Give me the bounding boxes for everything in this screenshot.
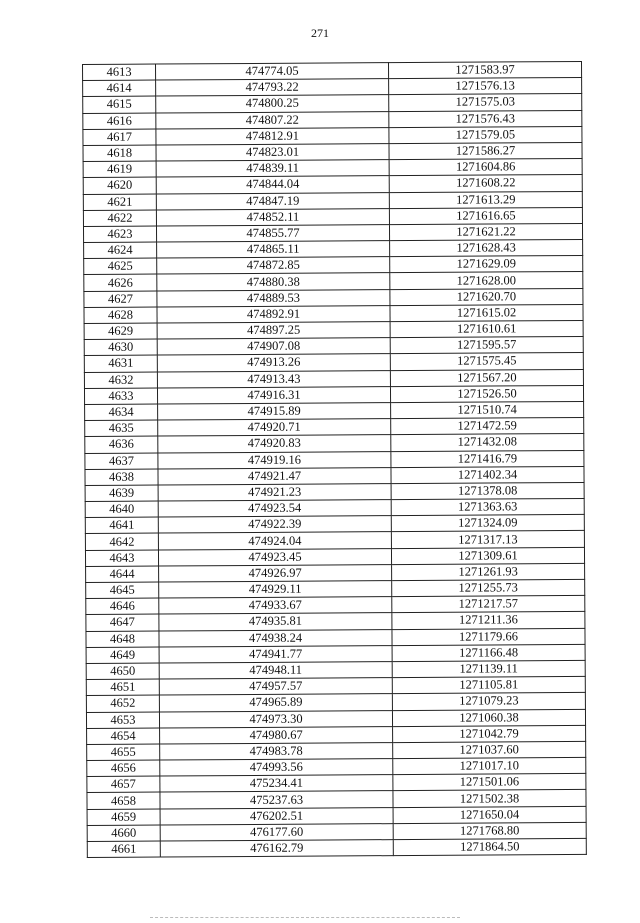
x-coordinate-cell: 474980.67 — [160, 726, 393, 744]
point-number-cell: 4630 — [84, 339, 157, 356]
point-number-cell: 4621 — [83, 194, 156, 211]
y-coordinate-cell: 1271621.22 — [389, 223, 582, 240]
point-number-cell: 4637 — [85, 453, 158, 470]
point-number-cell: 4627 — [84, 291, 157, 308]
point-number-cell: 4617 — [83, 129, 156, 146]
y-coordinate-cell: 1271628.43 — [390, 240, 583, 257]
point-number-cell: 4633 — [84, 388, 157, 405]
x-coordinate-cell: 474889.53 — [157, 289, 390, 307]
y-coordinate-cell: 1271211.36 — [392, 612, 585, 629]
x-coordinate-cell: 474965.89 — [159, 694, 392, 712]
y-coordinate-cell: 1271579.05 — [389, 126, 582, 143]
point-number-cell: 4635 — [85, 420, 158, 437]
y-coordinate-cell: 1271416.79 — [391, 450, 584, 467]
x-coordinate-cell: 474880.38 — [157, 273, 390, 291]
y-coordinate-cell: 1271610.61 — [390, 320, 583, 337]
y-coordinate-cell: 1271472.59 — [391, 418, 584, 435]
y-coordinate-cell: 1271217.57 — [392, 596, 585, 613]
y-coordinate-cell: 1271616.65 — [389, 207, 582, 224]
x-coordinate-cell: 475237.63 — [160, 791, 393, 809]
y-coordinate-cell: 1271139.11 — [392, 660, 585, 677]
point-number-cell: 4657 — [87, 776, 160, 793]
y-coordinate-cell: 1271576.13 — [389, 78, 582, 95]
x-coordinate-cell: 474812.91 — [156, 127, 389, 145]
point-number-cell: 4616 — [83, 113, 156, 130]
point-number-cell: 4647 — [86, 614, 159, 631]
point-number-cell: 4656 — [87, 760, 160, 777]
x-coordinate-cell: 474948.11 — [159, 662, 392, 680]
x-coordinate-cell: 474993.56 — [160, 759, 393, 777]
x-coordinate-cell: 476177.60 — [160, 823, 393, 841]
x-coordinate-cell: 474913.26 — [157, 354, 390, 372]
x-coordinate-cell: 474793.22 — [156, 79, 389, 97]
point-number-cell: 4648 — [86, 631, 159, 648]
coordinates-table-body — [83, 61, 587, 857]
point-number-cell: 4615 — [83, 96, 156, 113]
coordinates-table — [82, 61, 587, 858]
point-number-cell: 4651 — [86, 679, 159, 696]
point-number-cell: 4644 — [86, 566, 159, 583]
point-number-cell: 4620 — [83, 177, 156, 194]
x-coordinate-cell: 474807.22 — [156, 111, 389, 129]
x-coordinate-cell: 474865.11 — [157, 241, 390, 259]
x-coordinate-cell: 475234.41 — [160, 775, 393, 793]
point-number-cell: 4659 — [87, 809, 160, 826]
y-coordinate-cell: 1271864.50 — [393, 838, 586, 855]
x-coordinate-cell: 474892.91 — [157, 305, 390, 323]
y-coordinate-cell: 1271567.20 — [390, 369, 583, 386]
x-coordinate-cell: 474921.23 — [158, 483, 391, 501]
point-number-cell: 4649 — [86, 647, 159, 664]
x-coordinate-cell: 474913.43 — [157, 370, 390, 388]
y-coordinate-cell: 1271179.66 — [392, 628, 585, 645]
x-coordinate-cell: 474907.08 — [157, 338, 390, 356]
x-coordinate-cell: 476162.79 — [160, 840, 393, 858]
x-coordinate-cell: 474929.11 — [159, 581, 392, 599]
y-coordinate-cell: 1271363.63 — [391, 499, 584, 516]
footer-rule — [150, 917, 460, 918]
table-row — [87, 838, 586, 857]
y-coordinate-cell: 1271583.97 — [388, 61, 581, 78]
x-coordinate-cell: 474935.81 — [159, 613, 392, 631]
x-coordinate-cell: 474973.30 — [159, 710, 392, 728]
y-coordinate-cell: 1271501.06 — [393, 774, 586, 791]
x-coordinate-cell: 474897.25 — [157, 322, 390, 340]
y-coordinate-cell: 1271650.04 — [393, 806, 586, 823]
y-coordinate-cell: 1271575.45 — [390, 353, 583, 370]
point-number-cell: 4636 — [85, 436, 158, 453]
point-number-cell: 4641 — [85, 517, 158, 534]
x-coordinate-cell: 474938.24 — [159, 629, 392, 647]
x-coordinate-cell: 474920.71 — [158, 419, 391, 437]
y-coordinate-cell: 1271261.93 — [392, 563, 585, 580]
point-number-cell: 4650 — [86, 663, 159, 680]
point-number-cell: 4622 — [83, 210, 156, 227]
y-coordinate-cell: 1271037.60 — [393, 741, 586, 758]
y-coordinate-cell: 1271613.29 — [389, 191, 582, 208]
y-coordinate-cell: 1271432.08 — [391, 434, 584, 451]
page-number: 271 — [311, 26, 329, 40]
x-coordinate-cell: 474933.67 — [159, 597, 392, 615]
x-coordinate-cell: 474847.19 — [156, 192, 389, 210]
point-number-cell: 4658 — [87, 792, 160, 809]
y-coordinate-cell: 1271526.50 — [390, 385, 583, 402]
y-coordinate-cell: 1271575.03 — [389, 94, 582, 111]
x-coordinate-cell: 474924.04 — [158, 532, 391, 550]
x-coordinate-cell: 474921.47 — [158, 467, 391, 485]
x-coordinate-cell: 474844.04 — [156, 176, 389, 194]
y-coordinate-cell: 1271608.22 — [389, 175, 582, 192]
point-number-cell: 4640 — [85, 501, 158, 518]
point-number-cell: 4628 — [84, 307, 157, 324]
x-coordinate-cell: 474926.97 — [159, 564, 392, 582]
point-number-cell: 4626 — [84, 274, 157, 291]
y-coordinate-cell: 1271255.73 — [392, 579, 585, 596]
y-coordinate-cell: 1271628.00 — [390, 272, 583, 289]
y-coordinate-cell: 1271017.10 — [393, 757, 586, 774]
y-coordinate-cell: 1271502.38 — [393, 790, 586, 807]
x-coordinate-cell: 474919.16 — [158, 451, 391, 469]
x-coordinate-cell: 474800.25 — [156, 95, 389, 113]
point-number-cell: 4631 — [84, 355, 157, 372]
y-coordinate-cell: 1271060.38 — [392, 709, 585, 726]
y-coordinate-cell: 1271324.09 — [391, 515, 584, 532]
point-number-cell: 4661 — [87, 841, 160, 858]
point-number-cell: 4646 — [86, 598, 159, 615]
y-coordinate-cell: 1271309.61 — [391, 547, 584, 564]
x-coordinate-cell: 474923.54 — [158, 500, 391, 518]
x-coordinate-cell: 474823.01 — [156, 144, 389, 162]
point-number-cell: 4654 — [87, 728, 160, 745]
y-coordinate-cell: 1271105.81 — [392, 677, 585, 694]
point-number-cell: 4629 — [84, 323, 157, 340]
point-number-cell: 4639 — [85, 485, 158, 502]
point-number-cell: 4623 — [83, 226, 156, 243]
y-coordinate-cell: 1271620.70 — [390, 288, 583, 305]
x-coordinate-cell: 474855.77 — [156, 224, 389, 242]
y-coordinate-cell: 1271615.02 — [390, 304, 583, 321]
x-coordinate-cell: 474915.89 — [158, 403, 391, 421]
point-number-cell: 4618 — [83, 145, 156, 162]
point-number-cell: 4619 — [83, 161, 156, 178]
point-number-cell: 4625 — [84, 258, 157, 275]
point-number-cell: 4624 — [84, 242, 157, 259]
point-number-cell: 4660 — [87, 825, 160, 842]
point-number-cell: 4613 — [83, 64, 156, 81]
x-coordinate-cell: 476202.51 — [160, 807, 393, 825]
y-coordinate-cell: 1271595.57 — [390, 337, 583, 354]
y-coordinate-cell: 1271604.86 — [389, 159, 582, 176]
y-coordinate-cell: 1271586.27 — [389, 142, 582, 159]
point-number-cell: 4634 — [85, 404, 158, 421]
x-coordinate-cell: 474920.83 — [158, 435, 391, 453]
y-coordinate-cell: 1271510.74 — [391, 401, 584, 418]
x-coordinate-cell: 474983.78 — [160, 742, 393, 760]
y-coordinate-cell: 1271079.23 — [392, 693, 585, 710]
x-coordinate-cell: 474923.45 — [158, 548, 391, 566]
y-coordinate-cell: 1271576.43 — [389, 110, 582, 127]
point-number-cell: 4638 — [85, 469, 158, 486]
x-coordinate-cell: 474839.11 — [156, 160, 389, 178]
y-coordinate-cell: 1271629.09 — [390, 256, 583, 273]
y-coordinate-cell: 1271768.80 — [393, 822, 586, 839]
point-number-cell: 4642 — [85, 533, 158, 550]
x-coordinate-cell: 474922.39 — [158, 516, 391, 534]
y-coordinate-cell: 1271166.48 — [392, 644, 585, 661]
y-coordinate-cell: 1271402.34 — [391, 466, 584, 483]
point-number-cell: 4653 — [86, 712, 159, 729]
point-number-cell: 4652 — [86, 695, 159, 712]
point-number-cell: 4655 — [87, 744, 160, 761]
x-coordinate-cell: 474872.85 — [157, 257, 390, 275]
x-coordinate-cell: 474941.77 — [159, 645, 392, 663]
x-coordinate-cell: 474852.11 — [156, 208, 389, 226]
x-coordinate-cell: 474774.05 — [156, 63, 389, 81]
point-number-cell: 4632 — [84, 372, 157, 389]
y-coordinate-cell: 1271317.13 — [391, 531, 584, 548]
point-number-cell: 4645 — [86, 582, 159, 599]
point-number-cell: 4614 — [83, 80, 156, 97]
point-number-cell: 4643 — [85, 550, 158, 567]
y-coordinate-cell: 1271378.08 — [391, 482, 584, 499]
y-coordinate-cell: 1271042.79 — [393, 725, 586, 742]
x-coordinate-cell: 474916.31 — [157, 386, 390, 404]
x-coordinate-cell: 474957.57 — [159, 678, 392, 696]
